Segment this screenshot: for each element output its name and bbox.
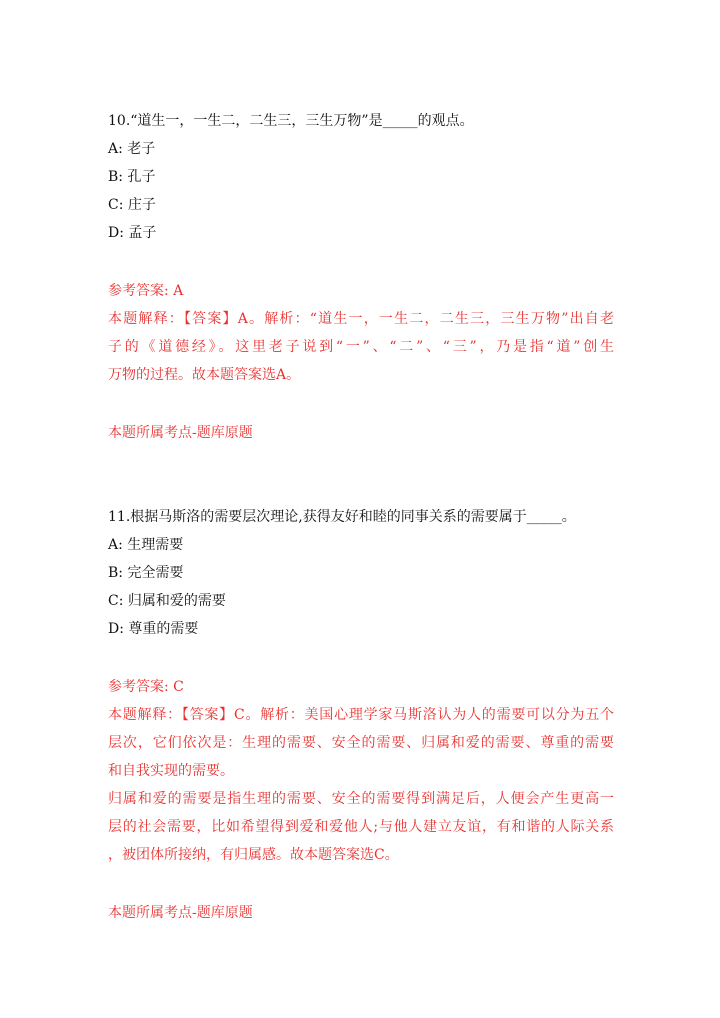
question-11-option-d: D: 尊重的需要 (108, 621, 199, 637)
question-10-option-c: C: 庄子 (108, 197, 156, 213)
question-10-option-a: A: 老子 (108, 141, 156, 157)
question-10-option-b: B: 孔子 (108, 169, 156, 185)
question-10-explanation-line-3: 万物的过程。故本题答案选A。 (108, 367, 301, 383)
question-11-source: 本题所属考点-题库原题 (108, 905, 253, 921)
question-11-stem: 11.根据马斯洛的需要层次理论,获得友好和睦的同事关系的需要属于_____。 (108, 509, 576, 525)
question-11-explanation-line-4: 归属和爱的需要是指生理的需要、安全的需要得到满足后，人便会产生更高一 (108, 791, 614, 807)
question-10-explanation-line-1: 本题解释：【答案】A。解析：“道生一，一生二，二生三，三生万物”出自老 (108, 311, 614, 327)
question-11-explanation-line-1: 本题解释：【答案】C。解析：美国心理学家马斯洛认为人的需要可以分为五个 (108, 707, 614, 723)
question-11-option-b: B: 完全需要 (108, 565, 184, 581)
question-10-option-d: D: 孟子 (108, 225, 157, 241)
question-11-explanation-line-6: ，被团体所接纳，有归属感。故本题答案选C。 (108, 847, 399, 863)
question-11-explanation-line-2: 层次，它们依次是：生理的需要、安全的需要、归属和爱的需要、尊重的需要 (108, 735, 614, 751)
question-10-explanation-line-2: 子的《道德经》。这里老子说到“一”、“二”、“三”，乃是指“道”创生 (108, 339, 614, 355)
question-11-option-c: C: 归属和爱的需要 (108, 593, 226, 609)
question-11-answer: 参考答案: C (108, 679, 184, 695)
question-10-stem: 10.“道生一，一生二，二生三，三生万物”是_____的观点。 (108, 113, 474, 129)
question-11-explanation-line-3: 和自我实现的需要。 (108, 763, 234, 779)
question-10-answer: 参考答案: A (108, 283, 184, 299)
question-10-source: 本题所属考点-题库原题 (108, 425, 253, 441)
question-11-option-a: A: 生理需要 (108, 537, 184, 553)
question-11-explanation-line-5: 层的社会需要，比如希望得到爱和爱他人;与他人建立友谊，有和谐的人际关系 (108, 819, 614, 835)
